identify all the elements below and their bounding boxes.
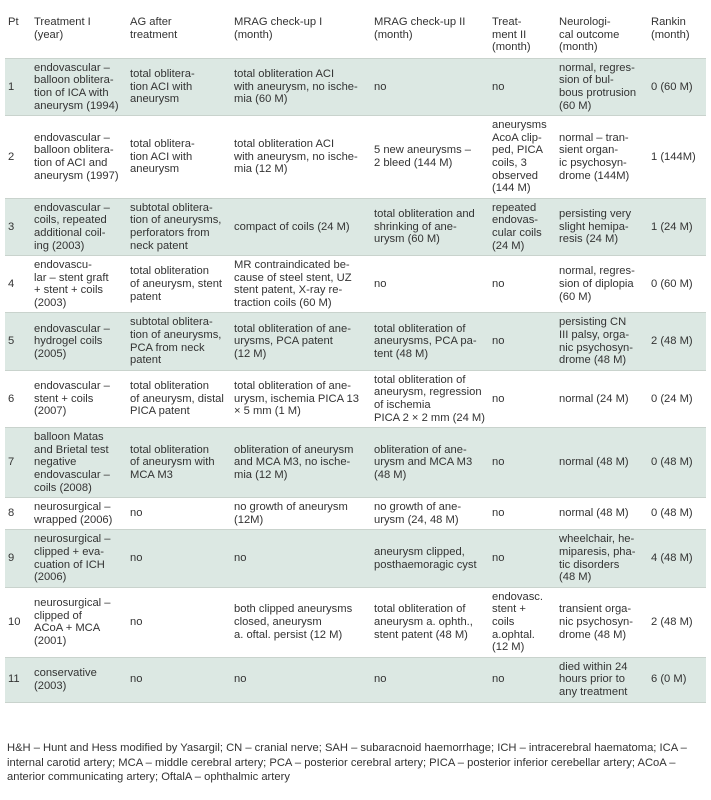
cell-ag-after-treatment: total obliteration of aneurysm, stent patent xyxy=(127,256,231,313)
cell-neurological-outcome: transient orga- nic psychosyn- drome (48 M) xyxy=(556,587,648,657)
cell-mrag-checkup-1: obliteration of aneurysm and MCA M3, no ische- mia (12 M) xyxy=(231,428,371,498)
cell-rankin: 1 (144M) xyxy=(648,116,706,199)
cell-mrag-checkup-2: no xyxy=(371,58,489,115)
table-row xyxy=(5,370,706,427)
cell-rankin: 1 (24 M) xyxy=(648,198,706,255)
cell-pt: 11 xyxy=(5,657,31,702)
cell-rankin: 2 (48 M) xyxy=(648,587,706,657)
header-row xyxy=(5,12,706,58)
cell-mrag-checkup-2: total obliteration of aneurysms, PCA pa- tent (48 M) xyxy=(371,313,489,370)
header-neurological-outcome: Neurologi- cal outcome (month) xyxy=(559,16,620,54)
header-ag-after-treatment: AG after treatment xyxy=(130,16,178,41)
header-mrag-checkup-1: MRAG check-up I (month) xyxy=(234,16,323,41)
cell-rankin: 4 (48 M) xyxy=(648,530,706,587)
cell-rankin: 0 (48 M) xyxy=(648,498,706,530)
cell-neurological-outcome: normal (24 M) xyxy=(556,370,648,427)
table-row xyxy=(5,587,706,657)
cell-pt: 8 xyxy=(5,498,31,530)
cell-pt: 6 xyxy=(5,370,31,427)
cell-mrag-checkup-2: no growth of ane- urysm (24, 48 M) xyxy=(371,498,489,530)
results-table xyxy=(5,12,706,703)
cell-neurological-outcome: normal, regres- sion of bul- bous protrusion (60 M) xyxy=(556,58,648,115)
cell-treatment-1: endovascular – coils, repeated additional coil- ing (2003) xyxy=(31,198,127,255)
cell-treatment-1: endovascu- lar – stent graft + stent + coils (2003) xyxy=(31,256,127,313)
cell-mrag-checkup-1: no growth of aneurysm (12M) xyxy=(231,498,371,530)
cell-mrag-checkup-1: no xyxy=(231,530,371,587)
cell-treatment-2: no xyxy=(489,530,556,587)
cell-mrag-checkup-2: 5 new aneurysms – 2 bleed (144 M) xyxy=(371,116,489,199)
table-row xyxy=(5,116,706,199)
cell-rankin: 0 (24 M) xyxy=(648,370,706,427)
header-pt: Pt xyxy=(8,16,19,28)
cell-treatment-2: no xyxy=(489,256,556,313)
cell-treatment-2: endovasc. stent + coils a.ophtal. (12 M) xyxy=(489,587,556,657)
cell-treatment-1: endovascular – stent + coils (2007) xyxy=(31,370,127,427)
cell-treatment-1: neurosurgical – wrapped (2006) xyxy=(31,498,127,530)
cell-neurological-outcome: persisting very slight hemipa- resis (24 M) xyxy=(556,198,648,255)
cell-pt: 1 xyxy=(5,58,31,115)
cell-rankin: 0 (48 M) xyxy=(648,428,706,498)
cell-rankin: 0 (60 M) xyxy=(648,58,706,115)
cell-treatment-2: no xyxy=(489,370,556,427)
cell-ag-after-treatment: total oblitera- tion ACI with aneurysm xyxy=(127,58,231,115)
cell-mrag-checkup-1: total obliteration ACI with aneurysm, no ische- mia (60 M) xyxy=(231,58,371,115)
cell-treatment-1: conservative (2003) xyxy=(31,657,127,702)
cell-neurological-outcome: normal (48 M) xyxy=(556,498,648,530)
header-mrag-checkup-2: MRAG check-up II (month) xyxy=(374,16,466,41)
table-row xyxy=(5,58,706,115)
table-row xyxy=(5,428,706,498)
cell-mrag-checkup-2: total obliteration and shrinking of ane- urysm (60 M) xyxy=(371,198,489,255)
cell-mrag-checkup-1: MR contraindicated be- cause of steel stent, UZ stent patent, X-ray re- traction coils (60 M) xyxy=(231,256,371,313)
table-row xyxy=(5,657,706,702)
cell-mrag-checkup-2: no xyxy=(371,657,489,702)
cell-neurological-outcome: persisting CN III palsy, orga- nic psychosyn- drome (48 M) xyxy=(556,313,648,370)
cell-mrag-checkup-2: total obliteration of aneurysm, regression of ischemia PICA 2 × 2 mm (24 M) xyxy=(371,370,489,427)
cell-treatment-2: aneurysms AcoA clip- ped, PICA coils, 3 observed (144 M) xyxy=(489,116,556,199)
cell-ag-after-treatment: total obliteration of aneurysm, distal PICA patent xyxy=(127,370,231,427)
header-treatment-2: Treat- ment II (month) xyxy=(492,16,531,54)
cell-rankin: 2 (48 M) xyxy=(648,313,706,370)
table-body xyxy=(5,58,706,702)
cell-ag-after-treatment: no xyxy=(127,657,231,702)
cell-treatment-1: endovascular – balloon oblitera- tion of ICA with aneurysm (1994) xyxy=(31,58,127,115)
cell-treatment-1: endovascular – balloon oblitera- tion of ACI and aneurysm (1997) xyxy=(31,116,127,199)
cell-ag-after-treatment: no xyxy=(127,530,231,587)
table-row xyxy=(5,198,706,255)
cell-ag-after-treatment: total oblitera- tion ACI with aneurysm xyxy=(127,116,231,199)
cell-neurological-outcome: died within 24 hours prior to any treatment xyxy=(556,657,648,702)
cell-mrag-checkup-1: total obliteration of ane- urysms, PCA patent (12 M) xyxy=(231,313,371,370)
cell-ag-after-treatment: subtotal oblitera- tion of aneurysms, PCA from neck patent xyxy=(127,313,231,370)
table-row xyxy=(5,530,706,587)
cell-mrag-checkup-1: both clipped aneurysms closed, aneurysm a. oftal. persist (12 M) xyxy=(231,587,371,657)
cell-treatment-1: neurosurgical – clipped + eva- cuation of ICH (2006) xyxy=(31,530,127,587)
cell-mrag-checkup-1: total obliteration of ane- urysm, ischemia PICA 13 × 5 mm (1 M) xyxy=(231,370,371,427)
cell-neurological-outcome: normal, regres- sion of diplopia (60 M) xyxy=(556,256,648,313)
table-row xyxy=(5,313,706,370)
cell-neurological-outcome: normal (48 M) xyxy=(556,428,648,498)
cell-mrag-checkup-2: aneurysm clipped, posthaemoragic cyst xyxy=(371,530,489,587)
table-row xyxy=(5,256,706,313)
cell-pt: 5 xyxy=(5,313,31,370)
cell-mrag-checkup-1: no xyxy=(231,657,371,702)
header-rankin: Rankin (month) xyxy=(651,16,690,41)
cell-rankin: 6 (0 M) xyxy=(648,657,706,702)
cell-ag-after-treatment: no xyxy=(127,587,231,657)
cell-neurological-outcome: normal – tran- sient organ- ic psychosyn- drome (144M) xyxy=(556,116,648,199)
cell-pt: 7 xyxy=(5,428,31,498)
cell-treatment-2: no xyxy=(489,657,556,702)
cell-treatment-2: no xyxy=(489,498,556,530)
cell-treatment-2: repeated endovas- cular coils (24 M) xyxy=(489,198,556,255)
cell-rankin: 0 (60 M) xyxy=(648,256,706,313)
cell-treatment-1: endovascular – hydrogel coils (2005) xyxy=(31,313,127,370)
cell-mrag-checkup-1: total obliteration ACI with aneurysm, no ische- mia (12 M) xyxy=(231,116,371,199)
header-treatment-1: Treatment I (year) xyxy=(34,16,91,41)
cell-treatment-2: no xyxy=(489,428,556,498)
cell-pt: 10 xyxy=(5,587,31,657)
cell-treatment-1: balloon Matas and Brietal test negative endovascular – coils (2008) xyxy=(31,428,127,498)
cell-mrag-checkup-1: compact of coils (24 M) xyxy=(231,198,371,255)
table-row xyxy=(5,498,706,530)
cell-ag-after-treatment: no xyxy=(127,498,231,530)
cell-neurological-outcome: wheelchair, he- miparesis, pha- tic disorders (48 M) xyxy=(556,530,648,587)
cell-ag-after-treatment: subtotal oblitera- tion of aneurysms, perforators from neck patent xyxy=(127,198,231,255)
cell-treatment-1: neurosurgical – clipped of ACoA + MCA (2001) xyxy=(31,587,127,657)
cell-pt: 2 xyxy=(5,116,31,199)
cell-mrag-checkup-2: total obliteration of aneurysm a. ophth., stent patent (48 M) xyxy=(371,587,489,657)
cell-mrag-checkup-2: no xyxy=(371,256,489,313)
cell-mrag-checkup-2: obliteration of ane- urysm and MCA M3 (48 M) xyxy=(371,428,489,498)
cell-treatment-2: no xyxy=(489,313,556,370)
footnote: H&H – Hunt and Hess modified by Yasargil; CN – cranial nerve; SAH – subaracnoid haemorrhage; ICH – intracerebral haematoma; ICA – internal carotid artery; MCA – middle cerebral artery; PCA – posterior cerebral artery; PICA – posterior inferior cerebellar artery; ACoA – anterior communicating artery; OftalA – ophthalmic artery xyxy=(7,742,687,784)
cell-ag-after-treatment: total obliteration of aneurysm with MCA M3 xyxy=(127,428,231,498)
cell-pt: 3 xyxy=(5,198,31,255)
cell-pt: 4 xyxy=(5,256,31,313)
cell-treatment-2: no xyxy=(489,58,556,115)
cell-pt: 9 xyxy=(5,530,31,587)
